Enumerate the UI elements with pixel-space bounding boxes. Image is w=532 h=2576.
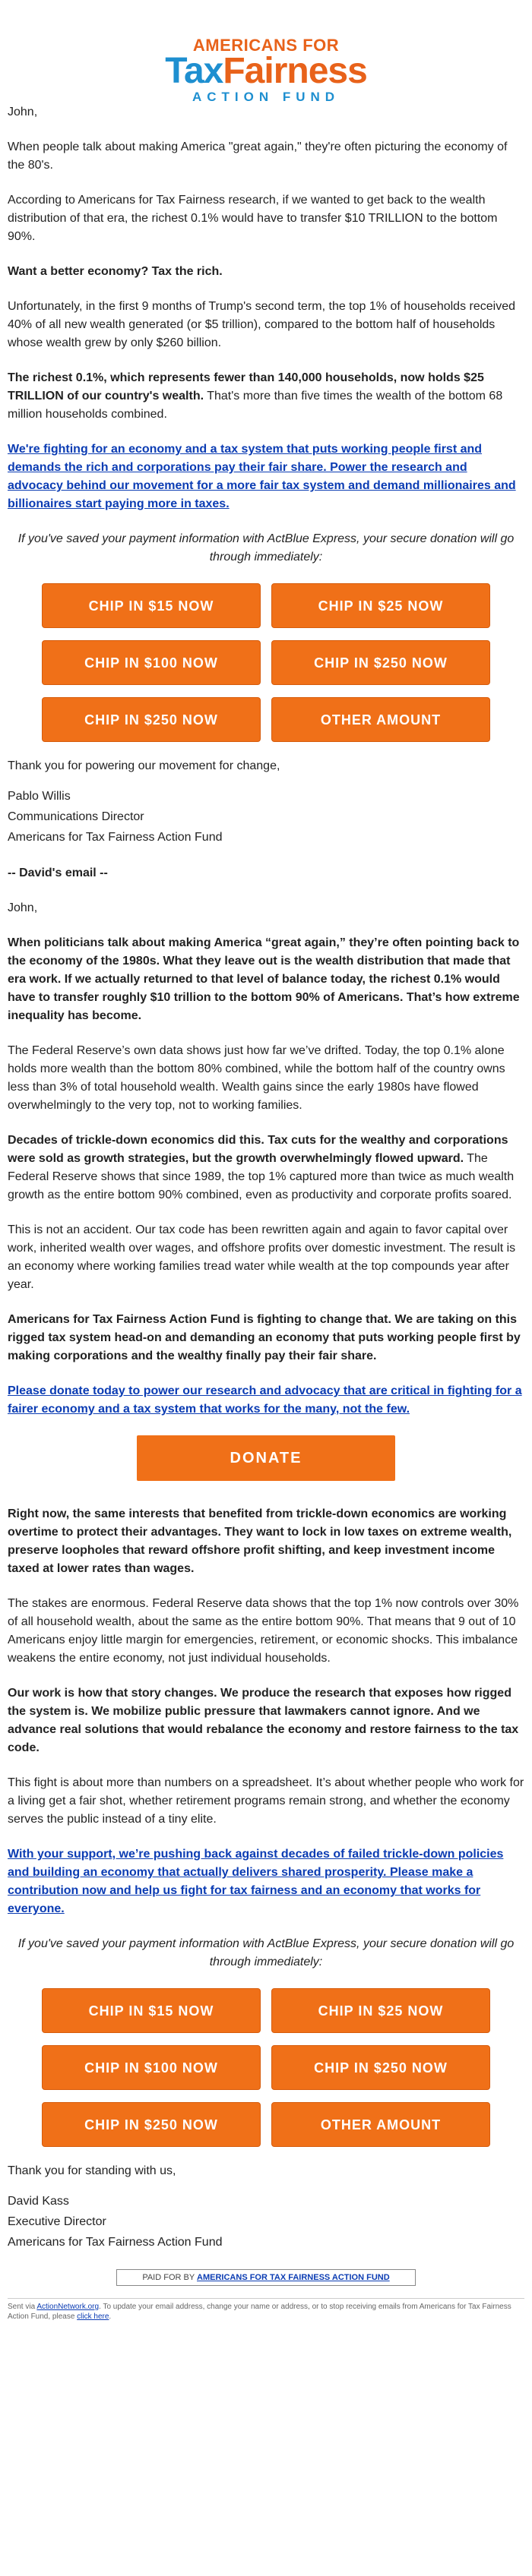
- paragraph-bold: When politicians talk about making America “great again,” they’re often pointing back to the economy of the 1980s. What they leave out is the wealth distribution that made that era work. If we actually returned to that level of balance today, the richest 0.1% would have to transfer roughly $10 trillion to the bottom 90% of Americans. That’s how extreme inequality has become.: [8, 936, 520, 1022]
- paragraph: According to Americans for Tax Fairness research, if we wanted to get back to the wealth distribution of that era, the richest 0.1% would have to transfer $10 TRILLION to the bottom 90%.: [8, 194, 498, 243]
- signature-org: Americans for Tax Fairness Action Fund: [8, 2236, 223, 2249]
- paragraph: Decades of trickle-down economics did this. Tax cuts for the wealthy and corporations were sold as growth strategies, but the growth overwhelmingly flowed upward. The Federal Reserve shows that since 1989, the top 1% captured more than twice as much wealth growth as the entire bottom 90% combined, even as productivity and corporate profits soared.: [8, 1134, 515, 1201]
- signature-title: Executive Director: [8, 2215, 106, 2228]
- signature-title: Communications Director: [8, 810, 144, 823]
- logo-line-3: ACTION FUND: [192, 90, 340, 104]
- chip-in-25-button[interactable]: CHIP IN $25 NOW: [271, 583, 490, 628]
- email-body: [8, 0, 524, 2325]
- logo-line-2: TaxFairness: [165, 51, 367, 91]
- chip-in-250-button[interactable]: CHIP IN $250 NOW: [42, 2102, 261, 2147]
- chip-in-25-button[interactable]: CHIP IN $25 NOW: [271, 1988, 490, 2033]
- actionnetwork-link[interactable]: ActionNetwork.org: [36, 2303, 100, 2311]
- paragraph-link: [8, 1382, 524, 1419]
- chip-in-15-button[interactable]: CHIP IN $15 NOW: [42, 1988, 261, 2033]
- forward-header: -- David's email --: [8, 867, 108, 879]
- greeting: John,: [8, 901, 38, 914]
- paragraph-bold: Right now, the same interests that benefited from trickle-down economics are working overtime to protect their advantages. They want to lock in low taxes on extreme wealth, preserve loopholes that reward offshore profit shifting, and keep investment income taxed at lower rates than wages.: [8, 1507, 512, 1575]
- greeting: John,: [8, 106, 38, 118]
- paragraph: This is not an accident. Our tax code has been rewritten again and again to favor capital over work, inherited wealth over wages, and offshore profits over domestic investment. The result is an economy where working families tread water while wealth at the top compounds year after year.: [8, 1223, 516, 1291]
- paragraph-link: [8, 1845, 524, 1918]
- paragraph-bold: Want a better economy? Tax the rich.: [8, 265, 223, 278]
- paragraph: The stakes are enormous. Federal Reserve data shows that the top 1% now controls over 30% of all household wealth, about the same as the entire bottom 90%. That means that 9 out of 10 Americans enjoy little margin for emergencies, retirement, or economic shocks. This imbalance weakens the entire economy, not just individual households.: [8, 1597, 519, 1665]
- signature-name: David Kass: [8, 2195, 69, 2208]
- chip-in-100-button[interactable]: CHIP IN $100 NOW: [42, 2045, 261, 2090]
- chip-in-15-button[interactable]: CHIP IN $15 NOW: [42, 583, 261, 628]
- paragraph: When people talk about making America "great again," they're often picturing the economy of the 80's.: [8, 140, 508, 172]
- paid-for-link[interactable]: AMERICANS FOR TAX FAIRNESS ACTION FUND: [197, 2273, 390, 2282]
- closing-thanks: Thank you for powering our movement for change,: [8, 759, 280, 772]
- paragraph: This fight is about more than numbers on a spreadsheet. It’s about whether people who work for a living get a fair shot, whether retirement programs remain strong, and whether the economy serves the public instead of a tiny elite.: [8, 1776, 524, 1826]
- footer: Sent via ActionNetwork.org. To update your email address, change your name or address, or to stop receiving emails from Americans for Tax Fairness Action Fund, please click here.: [8, 2303, 511, 2321]
- paragraph: The richest 0.1%, which represents fewer than 140,000 households, now holds $25 TRILLION of our country's wealth. That's more than five times the wealth of the bottom 68 million households combined.: [8, 371, 503, 421]
- donate-button[interactable]: DONATE: [137, 1435, 395, 1481]
- chip-in-250-button[interactable]: CHIP IN $250 NOW: [42, 697, 261, 742]
- chip-in-250-button[interactable]: CHIP IN $250 NOW: [271, 640, 490, 685]
- atf-logo[interactable]: [8, 0, 524, 104]
- donate-text-link[interactable]: With your support, we’re pushing back against decades of failed trickle-down policies and building an economy that actually delivers shared prosperity. Please make a contribution now and help us fight for tax fairness and an economy that works for everyone.: [8, 1848, 504, 1915]
- paragraph-bold: Our work is how that story changes. We produce the research that exposes how rigged the system is. We mobilize public pressure that lawmakers cannot ignore. And we advance real solutions that would rebalance the economy and restore fairness to the tax code.: [8, 1687, 519, 1754]
- signature: [8, 786, 524, 848]
- paid-for-disclaimer: PAID FOR BY AMERICANS FOR TAX FAIRNESS ACTION FUND: [116, 2269, 416, 2286]
- paragraph: Unfortunately, in the first 9 months of Trump's second term, the top 1% of households received 40% of all new wealth generated (or $5 trillion), compared to the bottom half of households whose wealth grew by only $260 billion.: [8, 300, 515, 349]
- paragraph: The Federal Reserve’s own data shows just how far we’ve drifted. Today, the top 0.1% alone holds more wealth than the bottom 80% combined, while the bottom half of the country owns less than 3% of total household wealth. Wealth gains since the early 1980s have flowed overwhelmingly to the very top, not to working families.: [8, 1044, 505, 1112]
- chip-in-250-button[interactable]: CHIP IN $250 NOW: [271, 2045, 490, 2090]
- chip-in-100-button[interactable]: CHIP IN $100 NOW: [42, 640, 261, 685]
- donation-buttons-2: [42, 1988, 490, 2147]
- donation-buttons-1: [42, 583, 490, 742]
- paragraph-bold: Americans for Tax Fairness Action Fund is fighting to change that. We are taking on this rigged tax system head-on and demanding an economy that puts working people first by making corporations and the wealthy finally pay their fair share.: [8, 1313, 521, 1362]
- signature: [8, 2191, 524, 2252]
- logo-line-1: AMERICANS FOR: [192, 36, 340, 55]
- donate-text-link[interactable]: We're fighting for an economy and a tax system that puts working people first and demands the rich and corporations pay their fair share. Power the research and advocacy behind our movement for a more fair tax system and demand millionaires and billionaires start paying more in taxes.: [8, 443, 516, 510]
- closing-thanks: Thank you for standing with us,: [8, 2164, 176, 2177]
- paragraph-link: [8, 440, 524, 513]
- other-amount-button[interactable]: OTHER AMOUNT: [271, 2102, 490, 2147]
- signature-name: Pablo Willis: [8, 790, 71, 803]
- unsubscribe-link[interactable]: click here: [77, 2312, 109, 2321]
- donate-text-link[interactable]: Please donate today to power our research and advocacy that are critical in fighting for a fairer economy and a tax system that works for the many, not the few.: [8, 1384, 522, 1416]
- signature-org: Americans for Tax Fairness Action Fund: [8, 831, 223, 844]
- other-amount-button[interactable]: OTHER AMOUNT: [271, 697, 490, 742]
- actblue-note: If you've saved your payment information with ActBlue Express, your secure donation will go through immediately:: [17, 1937, 515, 1968]
- actblue-note: If you've saved your payment information with ActBlue Express, your secure donation will go through immediately:: [17, 532, 515, 564]
